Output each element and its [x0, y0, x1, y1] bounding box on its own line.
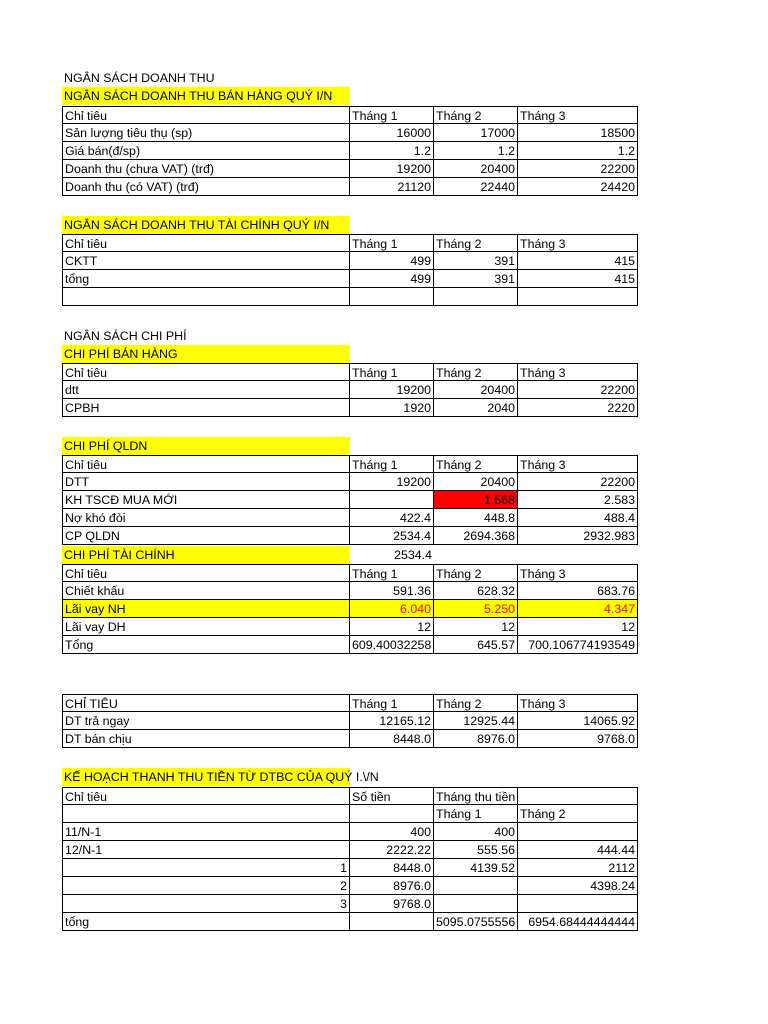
value-cell: 8976.0	[350, 877, 434, 895]
header-cell: Tháng thu tiền	[434, 787, 518, 805]
value-cell: 700.106774193549	[518, 636, 638, 654]
value-cell: 8976.0	[434, 730, 518, 748]
value-cell: 1.2	[434, 142, 518, 160]
value-cell: 391	[434, 270, 518, 288]
row-label: Doanh thu (có VAT) (trđ)	[62, 178, 350, 196]
section-heading-sales-revenue: NGÂN SÁCH DOANH THU BÁN HÀNG QUÝ I/N	[62, 87, 350, 105]
row-label: 11/N-1	[62, 823, 350, 841]
header-cell: Tháng 2	[434, 363, 518, 381]
header-cell	[518, 787, 638, 805]
header-cell: Chỉ tiêu	[62, 787, 350, 805]
cost-budget-title: NGÂN SÁCH CHI PHÍ	[64, 329, 187, 343]
value-cell: 14065.92	[518, 712, 638, 730]
row-label: KH TSCĐ MUA MỚI	[62, 491, 350, 509]
value-cell: 22200	[518, 473, 638, 491]
header-cell: Tháng 1	[350, 106, 434, 124]
value-cell	[350, 491, 434, 509]
value-cell: 12	[350, 618, 434, 636]
heading-value: 2534.4	[394, 548, 432, 562]
value-cell: 19200	[350, 473, 434, 491]
row-label: 3	[62, 895, 350, 913]
value-cell	[350, 913, 434, 931]
value-cell: 2932.983	[518, 527, 638, 545]
row-label: Nợ khó đòi	[62, 509, 350, 527]
row-label: CKTT	[62, 252, 350, 270]
value-cell: 21120	[350, 178, 434, 196]
value-cell: 609.40032258	[350, 636, 434, 654]
header-cell: Tháng 1	[350, 564, 434, 582]
value-cell: 16000	[350, 124, 434, 142]
section-heading-selling-cost: CHI PHÍ BÁN HÀNG	[62, 345, 350, 363]
header-cell: Tháng 3	[518, 106, 638, 124]
row-label: Tổng	[62, 636, 350, 654]
row-label: Sản lượng tiêu thụ (sp)	[62, 124, 350, 142]
value-cell: 400	[350, 823, 434, 841]
header-cell: Tháng 3	[518, 455, 638, 473]
empty-cell	[434, 288, 518, 306]
value-cell: 20400	[434, 160, 518, 178]
value-cell: 422.4	[350, 509, 434, 527]
value-cell	[434, 877, 518, 895]
row-label: DT trả ngay	[62, 712, 350, 730]
header-cell: Tháng 2	[434, 455, 518, 473]
value-cell: 444.44	[518, 841, 638, 859]
value-cell: 9768.0	[518, 730, 638, 748]
value-cell-highlight: 5.250	[434, 600, 518, 618]
row-label: 1	[62, 859, 350, 877]
row-label: CP QLDN	[62, 527, 350, 545]
header-cell: Tháng 2	[434, 106, 518, 124]
value-cell: 415	[518, 252, 638, 270]
value-cell: 400	[434, 823, 518, 841]
value-cell: 2040	[434, 399, 518, 417]
row-label: CPBH	[62, 399, 350, 417]
header-cell: Tháng 3	[518, 234, 638, 252]
value-cell: 2222.22	[350, 841, 434, 859]
value-cell: 1920	[350, 399, 434, 417]
value-cell: 12925.44	[434, 712, 518, 730]
value-cell: 8448.0	[350, 730, 434, 748]
value-cell: 24420	[518, 178, 638, 196]
header-cell: Tháng 3	[518, 363, 638, 381]
value-cell: 2.583	[518, 491, 638, 509]
value-cell: 448.8	[434, 509, 518, 527]
value-cell: 591.36	[350, 582, 434, 600]
value-cell: 391	[434, 252, 518, 270]
row-label: Lãi vay NH	[62, 600, 350, 618]
header-cell: Tháng 1	[350, 694, 434, 712]
value-cell: 4398.24	[518, 877, 638, 895]
header-cell: Chỉ tiêu	[62, 363, 350, 381]
value-cell: 12165.12	[350, 712, 434, 730]
value-cell: 5095.0755556	[434, 913, 518, 931]
value-cell: 2534.4	[350, 527, 434, 545]
value-cell: 19200	[350, 160, 434, 178]
header-cell: Tháng 2	[434, 234, 518, 252]
value-cell: 499	[350, 270, 434, 288]
value-cell: 415	[518, 270, 638, 288]
empty-cell	[62, 288, 350, 306]
value-cell: 22200	[518, 160, 638, 178]
header-cell: Tháng 3	[518, 564, 638, 582]
row-label: Chiết khấu	[62, 582, 350, 600]
row-label: tổng	[62, 913, 350, 931]
row-label: 2	[62, 877, 350, 895]
value-cell: 1.2	[350, 142, 434, 160]
header-cell: Tháng 1	[350, 455, 434, 473]
sheet-title: NGÂN SÁCH DOANH THU	[64, 71, 215, 85]
value-cell: 20400	[434, 473, 518, 491]
value-cell: 4139.52	[434, 859, 518, 877]
value-cell	[518, 895, 638, 913]
value-cell: 2112	[518, 859, 638, 877]
row-label: DTT	[62, 473, 350, 491]
value-cell: 8448.0	[350, 859, 434, 877]
header-cell: Chỉ tiêu	[62, 455, 350, 473]
value-cell: 555.56	[434, 841, 518, 859]
value-cell	[434, 895, 518, 913]
value-cell: 2220	[518, 399, 638, 417]
header-cell: Tháng 1	[350, 234, 434, 252]
row-label: dtt	[62, 381, 350, 399]
header-cell: Tháng 2	[434, 694, 518, 712]
row-label: Doanh thu (chưa VAT) (trđ)	[62, 160, 350, 178]
value-cell: 499	[350, 252, 434, 270]
row-label: 12/N-1	[62, 841, 350, 859]
value-cell-highlight: 6.040	[350, 600, 434, 618]
section-heading-financial-revenue: NGÂN SÁCH DOANH THU TÀI CHÍNH QUÝ I/N	[62, 216, 350, 234]
value-cell: 6954.68444444444	[518, 913, 638, 931]
value-cell: 2694.368	[434, 527, 518, 545]
header-cell: Chỉ tiêu	[62, 564, 350, 582]
section-heading-collection-plan: KẾ HOẠCH THANH THU TIỀN TỪ DTBC CỦA QUÝ I.\/N	[64, 770, 379, 784]
empty-cell	[350, 288, 434, 306]
header-cell: Chỉ tiêu	[62, 234, 350, 252]
header-cell: Tháng 2	[434, 564, 518, 582]
row-label: Giá bán(đ/sp)	[62, 142, 350, 160]
row-label: Lãi vay DH	[62, 618, 350, 636]
value-cell: 628.32	[434, 582, 518, 600]
header-cell: Chỉ tiêu	[62, 106, 350, 124]
value-cell: 1.2	[518, 142, 638, 160]
header-cell: Tháng 1	[350, 363, 434, 381]
header-cell: Số tiền	[350, 787, 434, 805]
row-label: DT bán chịu	[62, 730, 350, 748]
value-cell: 683.76	[518, 582, 638, 600]
empty-cell	[518, 288, 638, 306]
value-cell: 488.4	[518, 509, 638, 527]
value-cell: 18500	[518, 124, 638, 142]
row-label: tổng	[62, 270, 350, 288]
value-cell: 22440	[434, 178, 518, 196]
value-cell-alert: 1.568	[434, 491, 518, 509]
header-cell: CHỈ TIÊU	[62, 694, 350, 712]
value-cell-highlight: 4.347	[518, 600, 638, 618]
header-cell: Tháng 3	[518, 694, 638, 712]
section-heading-financial-cost: CHI PHÍ TÀI CHÍNH	[62, 546, 350, 564]
value-cell	[518, 823, 638, 841]
header-cell	[350, 805, 434, 823]
header-cell	[62, 805, 350, 823]
value-cell: 12	[434, 618, 518, 636]
header-cell: Tháng 2	[518, 805, 638, 823]
value-cell: 22200	[518, 381, 638, 399]
value-cell: 19200	[350, 381, 434, 399]
value-cell: 20400	[434, 381, 518, 399]
value-cell: 12	[518, 618, 638, 636]
value-cell: 645.57	[434, 636, 518, 654]
section-heading-admin-cost: CHI PHÍ QLDN	[62, 437, 350, 455]
header-cell: Tháng 1	[434, 805, 518, 823]
value-cell: 17000	[434, 124, 518, 142]
value-cell: 9768.0	[350, 895, 434, 913]
